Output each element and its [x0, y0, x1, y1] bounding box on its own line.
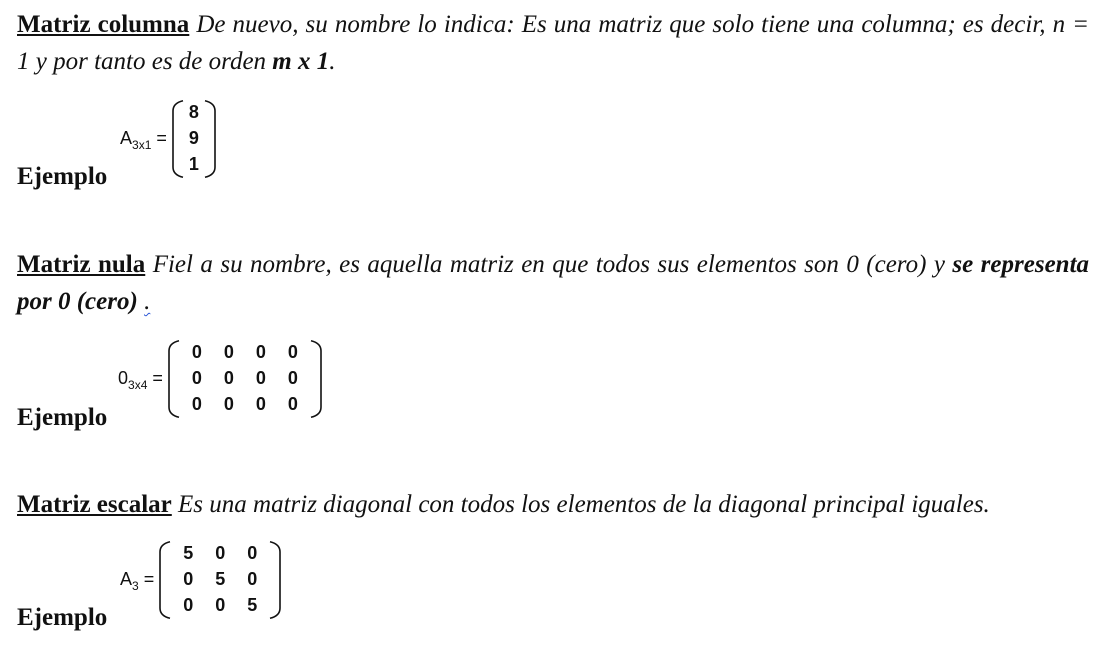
matrix-cell: 0: [287, 394, 298, 414]
order-term: m x 1: [272, 48, 330, 75]
matrix-cell: 8: [188, 102, 199, 122]
section-title: Matriz escalar: [17, 491, 172, 518]
matrix-cell: 0: [255, 342, 266, 362]
matrix-row: [185, 100, 203, 126]
matrix-name: A: [120, 569, 133, 589]
matrix-cell: 5: [215, 569, 226, 589]
matrix-cell: 0: [215, 543, 226, 563]
matrix-cell: 0: [223, 394, 234, 414]
matrix-cell: 5: [183, 543, 194, 563]
matrix-row: [185, 152, 203, 178]
period: .: [144, 288, 151, 315]
equals-sign: =: [156, 128, 167, 148]
matrix-cell: 0: [247, 543, 258, 563]
left-parenthesis-icon: [172, 100, 184, 178]
matrix-name: 0: [118, 368, 129, 388]
matrix-cell: 5: [247, 595, 258, 615]
matrix-cell: 0: [183, 569, 194, 589]
matrix-cell: 0: [255, 394, 266, 414]
left-parenthesis-icon: [159, 541, 171, 619]
matrix-example-null: [118, 336, 322, 421]
matrix-cell: 0: [191, 394, 202, 414]
period: .: [329, 48, 336, 75]
matrix-subscript: 3x1: [132, 138, 152, 152]
example-label: Ejemplo: [17, 404, 108, 431]
matrix-subscript: 3x4: [128, 378, 148, 392]
matrix-name: A: [120, 128, 133, 148]
matrix-example-column: [120, 96, 216, 181]
matrix-row: [172, 567, 268, 593]
section-matriz-escalar: [17, 486, 1089, 523]
matrix-cell: 0: [215, 595, 226, 615]
matrix-row: [181, 366, 309, 392]
matrix-body: [159, 541, 281, 619]
matrix-row: [181, 392, 309, 418]
matrix-body: [172, 100, 216, 178]
section-matriz-nula: [17, 246, 1089, 320]
right-parenthesis-icon: [204, 100, 216, 178]
section-description: Fiel a su nombre, es aquella matriz en que todos sus elementos son 0 (cero) y: [152, 251, 953, 278]
matrix-example-scalar: [120, 537, 281, 622]
matrix-cell: 0: [247, 569, 258, 589]
matrix-cell: 0: [223, 342, 234, 362]
matrix-row: [172, 593, 268, 619]
right-parenthesis-icon: [269, 541, 281, 619]
matrix-subscript: 3: [132, 579, 139, 593]
example-label: Ejemplo: [17, 163, 108, 190]
equals-sign: =: [143, 569, 155, 589]
matrix-cell: 0: [255, 368, 266, 388]
matrix-row: [181, 340, 309, 366]
section-description: Es una matriz diagonal con todos los elementos de la diagonal principal iguales.: [178, 491, 990, 518]
matrix-cell: 0: [287, 368, 298, 388]
matrix-cell: 1: [188, 154, 199, 174]
matrix-label: [120, 128, 172, 152]
matrix-cell: 9: [188, 128, 199, 148]
matrix-cell: 0: [191, 342, 202, 362]
matrix-body: [168, 340, 322, 418]
section-title: Matriz columna: [17, 11, 190, 38]
matrix-cell: 0: [191, 368, 202, 388]
matrix-cell: 0: [223, 368, 234, 388]
right-parenthesis-icon: [310, 340, 322, 418]
section-matriz-columna: [17, 6, 1089, 80]
representation-term: se representa por 0 (cero): [17, 251, 1090, 315]
matrix-label: [118, 368, 168, 392]
matrix-label: [120, 569, 159, 593]
matrix-row: [185, 126, 203, 152]
matrix-cell: 0: [287, 342, 298, 362]
matrix-row: [172, 541, 268, 567]
matrix-cell: 0: [183, 595, 194, 615]
section-title: Matriz nula: [17, 251, 146, 278]
section-description: De nuevo, su nombre lo indica: Es una matriz que solo tiene una columna; es decir, n = 1 y por tanto es de orden: [17, 11, 1090, 75]
example-label: Ejemplo: [17, 604, 108, 631]
equals-sign: =: [152, 368, 163, 388]
left-parenthesis-icon: [168, 340, 180, 418]
